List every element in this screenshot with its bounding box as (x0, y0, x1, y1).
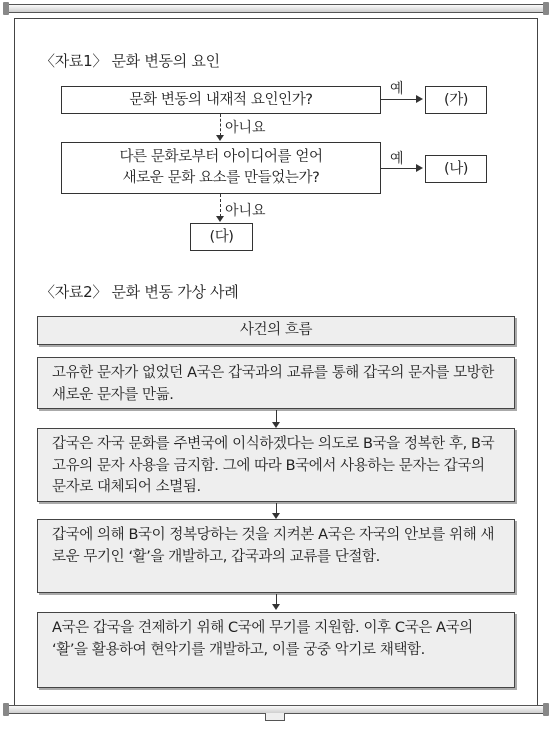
no1-arrow-head (216, 135, 224, 141)
pull-tab (265, 713, 285, 721)
yes2-arrow-line (381, 168, 417, 169)
event-box-2 (37, 428, 515, 502)
result-da-text: (다) (209, 228, 234, 245)
result-na-box (425, 155, 487, 183)
event-text-1: 고유한 문자가 없었던 A국은 갑국과의 교류를 통해 갑국의 문자를 모방한 새로운 문자를 만듦. (52, 365, 495, 403)
yes1-arrow-head (416, 95, 423, 103)
event-flow-header (37, 316, 515, 345)
event-box-3 (37, 519, 515, 593)
no1-label: 아니요 (225, 120, 266, 136)
yes1-label: 예 (390, 81, 404, 97)
question2-line1: 다른 문화로부터 아이디어를 얻어 (119, 149, 323, 165)
yes1-arrow-line (381, 99, 417, 100)
event-box-1 (37, 357, 515, 409)
bottom-roller-cap-right (543, 703, 549, 716)
no2-arrow-line (220, 194, 221, 217)
no1-arrow-line (220, 114, 221, 136)
flow-arrow-3-head (272, 604, 280, 610)
top-roller-cap-left (3, 2, 9, 15)
question2-line2: 새로운 문화 요소를 만들었는가? (122, 170, 320, 186)
bottom-roller-cap-left (3, 703, 9, 716)
event-box-4 (37, 612, 515, 688)
event-text-3: 갑국에 의해 B국이 정복당하는 것을 지켜본 A국은 자국의 안보를 위해 새로운 무기인 ‘활’을 개발하고, 갑국과의 교류를 단절함. (52, 527, 495, 565)
no2-arrow-head (216, 216, 224, 222)
result-ga-box (425, 86, 487, 114)
event-text-2: 갑국은 자국 문화를 주변국에 이식하겠다는 의도로 B국을 정복한 후, B국 고유의 문자 사용을 금지함. 그에 따라 B국에서 사용하는 문자는 갑국의 문자로 대체되어 소멸됨. (52, 436, 495, 495)
yes2-label: 예 (390, 151, 404, 167)
yes2-arrow-head (416, 164, 423, 172)
material2-title: 〈자료2〉 문화 변동 가상 사례 (40, 283, 239, 301)
top-roller-bar (6, 4, 546, 13)
result-ga-text: (가) (443, 91, 469, 108)
question2-box (61, 142, 381, 194)
result-na-text: (나) (443, 160, 469, 177)
top-roller-cap-right (543, 2, 549, 15)
material1-title: 〈자료1〉 문화 변동의 요인 (40, 52, 220, 70)
event-flow-header-text: 사건의 흐름 (239, 322, 313, 338)
question2-text (119, 147, 322, 189)
question1-text: 문화 변동의 내재적 요인인가? (129, 91, 313, 108)
no2-label: 아니요 (225, 203, 266, 219)
result-da-box (190, 223, 253, 251)
question1-box (61, 86, 381, 114)
event-text-4: A국은 갑국을 견제하기 위해 C국에 무기를 지원함. 이후 C국은 A국의 ‘활’을 활용하여 현악기를 개발하고, 이를 궁중 악기로 채택함. (52, 620, 473, 658)
